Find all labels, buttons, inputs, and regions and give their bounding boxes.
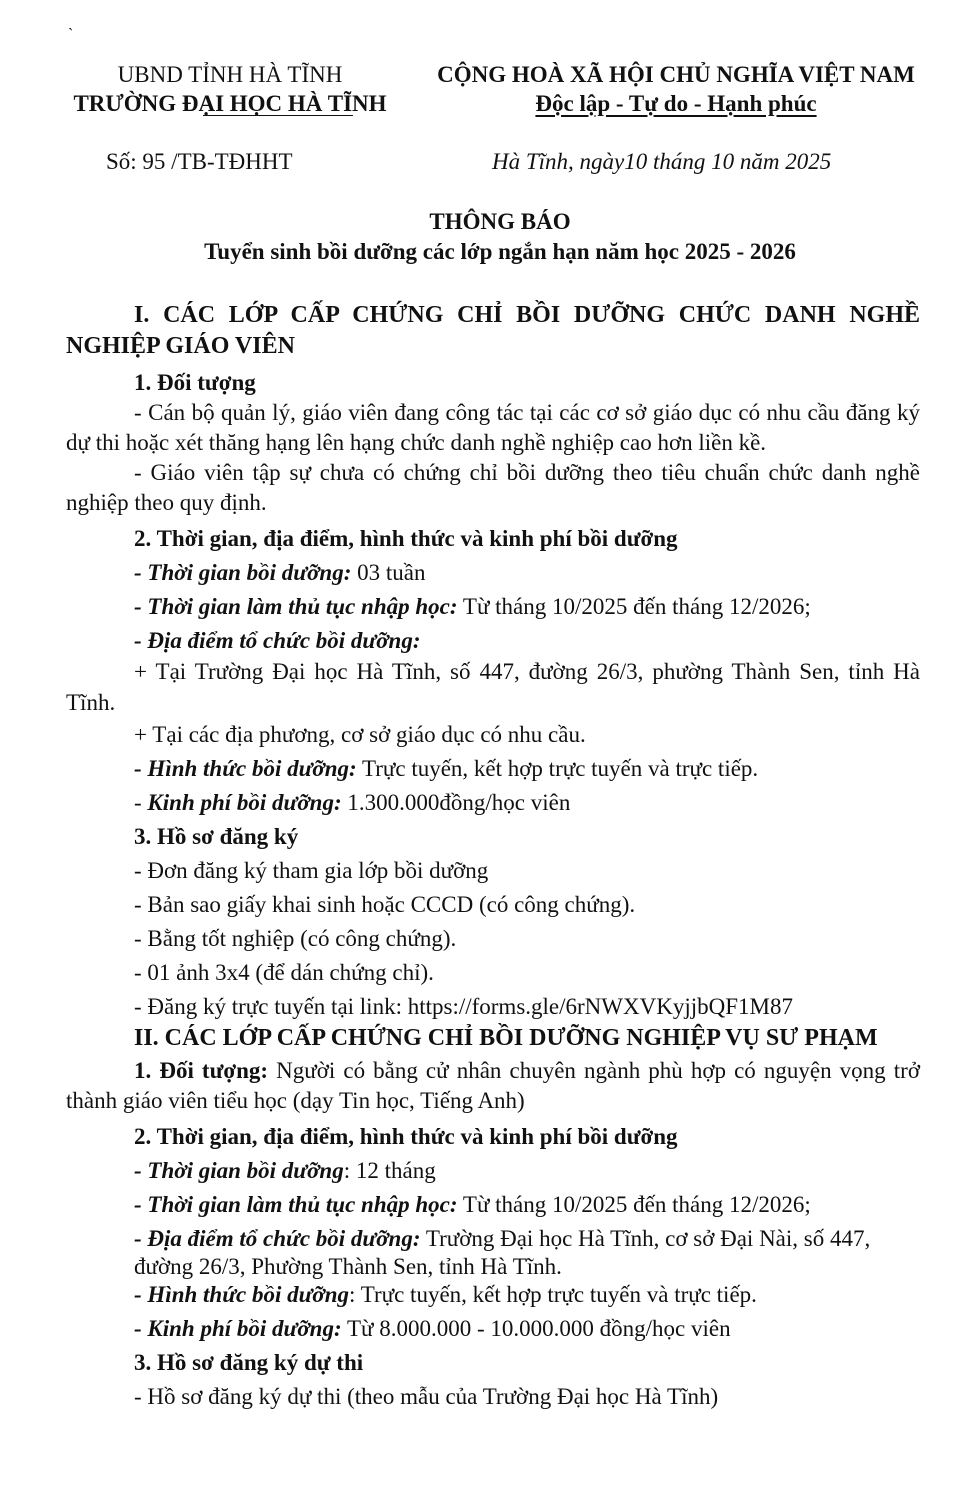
issuing-organization bbox=[60, 60, 400, 118]
document-number: Số: 95 /TB-TĐHHT bbox=[106, 149, 293, 174]
fee-value: Từ 8.000.000 - 10.000.000 đồng/học viên bbox=[341, 1316, 731, 1341]
section-1-location-2: + Tại các địa phương, cơ sở giáo dục có nhu cầu. bbox=[134, 722, 586, 747]
section-1-form bbox=[66, 752, 920, 785]
duration-label: - Thời gian bồi dưỡng: bbox=[134, 560, 352, 585]
location-value: Trường Đại học Hà Tĩnh, cơ sở Đại Nài, số 447, bbox=[420, 1226, 871, 1251]
fee-value: 1.300.000đồng/học viên bbox=[341, 790, 571, 815]
section-2-duration bbox=[66, 1154, 920, 1187]
section-2-heading: II. CÁC LỚP CẤP CHỨNG CHỈ BỒI DƯỠNG NGHIỆP VỤ SƯ PHẠM bbox=[134, 1025, 878, 1051]
section-2-target bbox=[66, 1056, 920, 1116]
document-subtitle: Tuyển sinh bồi dưỡng các lớp ngắn hạn năm học 2025 - 2026 bbox=[204, 239, 796, 264]
section-2-enrollment bbox=[66, 1188, 920, 1221]
section-1-location-1: + Tại Trường Đại học Hà Tĩnh, số 447, đường 26/3, phường Thành Sen, tỉnh Hà Tĩnh. bbox=[66, 659, 920, 715]
document-title: THÔNG BÁO bbox=[429, 209, 571, 234]
section-1-doc-item: - Bằng tốt nghiệp (có công chứng). bbox=[134, 926, 457, 951]
section-1-subheading-3: 3. Hồ sơ đăng ký bbox=[134, 824, 299, 849]
enrollment-value: Từ tháng 10/2025 đến tháng 12/2026; bbox=[457, 1192, 811, 1217]
target-value: Người có bằng cử nhân chuyên ngành phù hợp có nguyện vọng trở thành giáo viên tiểu học (dạy Tin học, Tiếng Anh) bbox=[66, 1058, 920, 1113]
enrollment-label: - Thời gian làm thủ tục nhập học: bbox=[134, 594, 458, 619]
organization-underline bbox=[203, 115, 353, 116]
section-1-paragraph-2: - Giáo viên tập sự chưa có chứng chỉ bồi dưỡng theo tiêu chuẩn chức danh nghề nghiệp theo quy định. bbox=[66, 460, 920, 515]
form-label: - Hình thức bồi dưỡng: bbox=[134, 756, 357, 781]
section-1-heading: I. CÁC LỚP CẤP CHỨNG CHỈ BỒI DƯỠNG CHỨC DANH NGHỀ NGHIỆP GIÁO VIÊN bbox=[66, 302, 920, 359]
section-1-location-label: - Địa điểm tổ chức bồi dưỡng: bbox=[134, 628, 421, 653]
duration-value: 03 tuần bbox=[351, 560, 426, 585]
location-label: - Địa điểm tổ chức bồi dưỡng: bbox=[134, 1226, 421, 1251]
section-1-registration-link[interactable]: - Đăng ký trực tuyến tại link: https://forms.gle/6rNWXVKyjjbQF1M87 bbox=[134, 994, 793, 1019]
section-1-doc-item: - 01 ảnh 3x4 (để dán chứng chỉ). bbox=[134, 960, 434, 985]
section-2-subheading-3: 3. Hồ sơ đăng ký dự thi bbox=[134, 1350, 364, 1375]
duration-label: - Thời gian bồi dưỡng bbox=[134, 1158, 344, 1183]
enrollment-value: Từ tháng 10/2025 đến tháng 12/2026; bbox=[457, 594, 811, 619]
section-2-fee bbox=[66, 1312, 920, 1345]
parent-organization: UBND TỈNH HÀ TĨNH bbox=[117, 62, 343, 87]
section-1-subheading-1: 1. Đối tượng bbox=[134, 370, 256, 395]
section-1-fee: - Kinh phí bồi dưỡng: 1.300.000đồng/học viên bbox=[134, 790, 571, 815]
stray-mark: ` bbox=[68, 26, 74, 43]
target-label: 1. Đối tượng: bbox=[134, 1058, 269, 1083]
national-motto bbox=[412, 60, 940, 118]
section-1-subheading-2: 2. Thời gian, địa điểm, hình thức và kinh phí bồi dưỡng bbox=[134, 526, 678, 551]
place-date: Hà Tĩnh, ngày10 tháng 10 năm 2025 bbox=[492, 149, 832, 174]
organization-name: TRƯỜNG ĐẠI HỌC HÀ TĨNH bbox=[73, 91, 387, 116]
section-1-enrollment bbox=[66, 590, 920, 623]
fee-label: Kinh phí bồi dưỡng: bbox=[147, 790, 342, 815]
section-1-doc-item: - Bản sao giấy khai sinh hoặc CCCD (có công chứng). bbox=[134, 892, 636, 917]
section-2-subheading-2: 2. Thời gian, địa điểm, hình thức và kinh phí bồi dưỡng bbox=[134, 1124, 678, 1149]
country-name: CỘNG HOÀ XÃ HỘI CHỦ NGHĨA VIỆT NAM bbox=[437, 62, 915, 87]
section-2-doc-item: - Hồ sơ đăng ký dự thi (theo mẫu của Trường Đại học Hà Tĩnh) bbox=[134, 1384, 719, 1409]
fee-label: - Kinh phí bồi dưỡng: bbox=[134, 1316, 342, 1341]
section-2-location-cont: đường 26/3, Phường Thành Sen, tỉnh Hà Tĩnh. bbox=[134, 1254, 562, 1279]
section-2-form bbox=[66, 1278, 920, 1311]
form-value: : Trực tuyến, kết hợp trực tuyến và trực tiếp. bbox=[349, 1282, 757, 1307]
duration-value: : 12 tháng bbox=[343, 1158, 436, 1183]
form-label: - Hình thức bồi dưỡng bbox=[134, 1282, 349, 1307]
motto-line: Độc lập - Tự do - Hạnh phúc bbox=[535, 91, 817, 116]
enrollment-label: - Thời gian làm thủ tục nhập học: bbox=[134, 1192, 458, 1217]
section-1-duration bbox=[66, 556, 920, 589]
form-value: Trực tuyến, kết hợp trực tuyến và trực tiếp. bbox=[356, 756, 759, 781]
section-1-doc-item: - Đơn đăng ký tham gia lớp bồi dưỡng bbox=[134, 858, 489, 883]
section-1-paragraph-1: - Cán bộ quản lý, giáo viên đang công tác tại các cơ sở giáo dục có nhu cầu đăng ký dự thi hoặc xét thăng hạng lên hạng chức danh nghề nghiệp cao hơn liền kề. bbox=[66, 400, 920, 455]
